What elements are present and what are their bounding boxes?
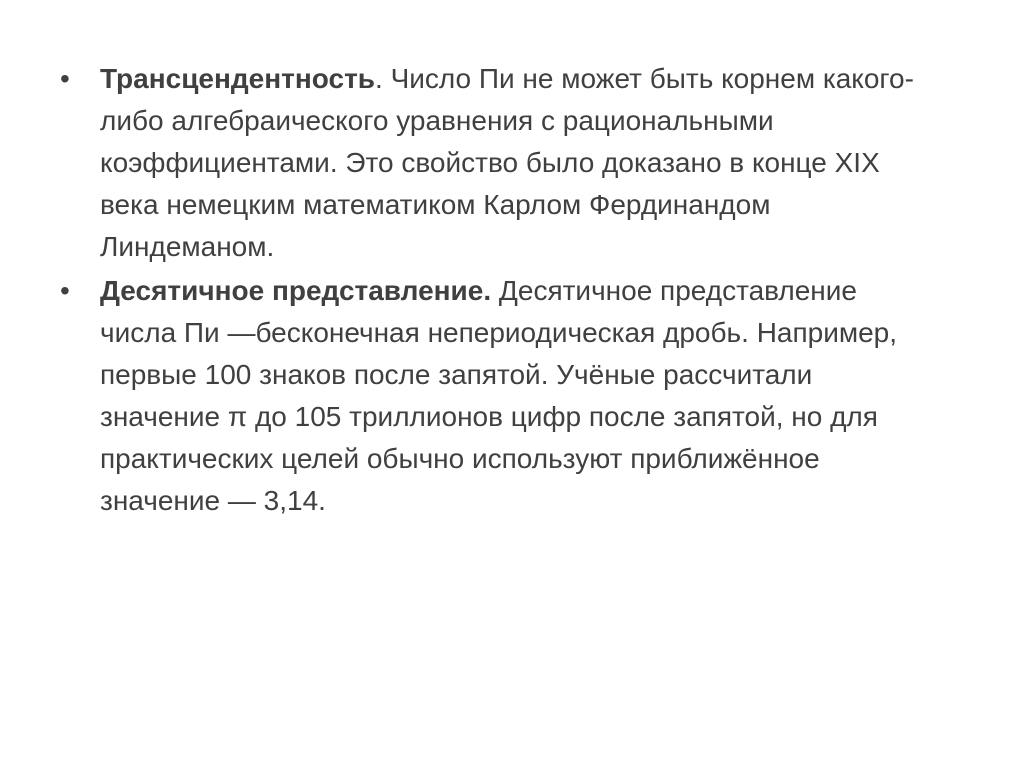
bullet-item-transcendence [60, 58, 940, 268]
bullet-list [60, 58, 940, 524]
description-transcendence: . Число Пи не может быть корнем какого-либо алгебраического уравнения с рациональными коэффициентами. Это свойство было доказано в конце XIX века немецким математиком Карлом Фердинандом Линдеманом. [100, 63, 914, 262]
term-decimal-representation: Десятичное представление. [100, 275, 492, 306]
description-decimal-representation: Десятичное представление числа Пи —бесконечная непериодическая дробь. Например, первые 100 знаков после запятой. Учёные рассчитали значение π до 105 триллионов цифр после запятой, но для практических целей обычно используют приближённое значение — 3,14. [100, 275, 898, 516]
bullet-marker: • [60, 275, 70, 306]
bullet-item-decimal-representation [60, 270, 940, 522]
term-transcendence: Трансцендентность [100, 63, 376, 94]
bullet-marker: • [60, 63, 70, 94]
